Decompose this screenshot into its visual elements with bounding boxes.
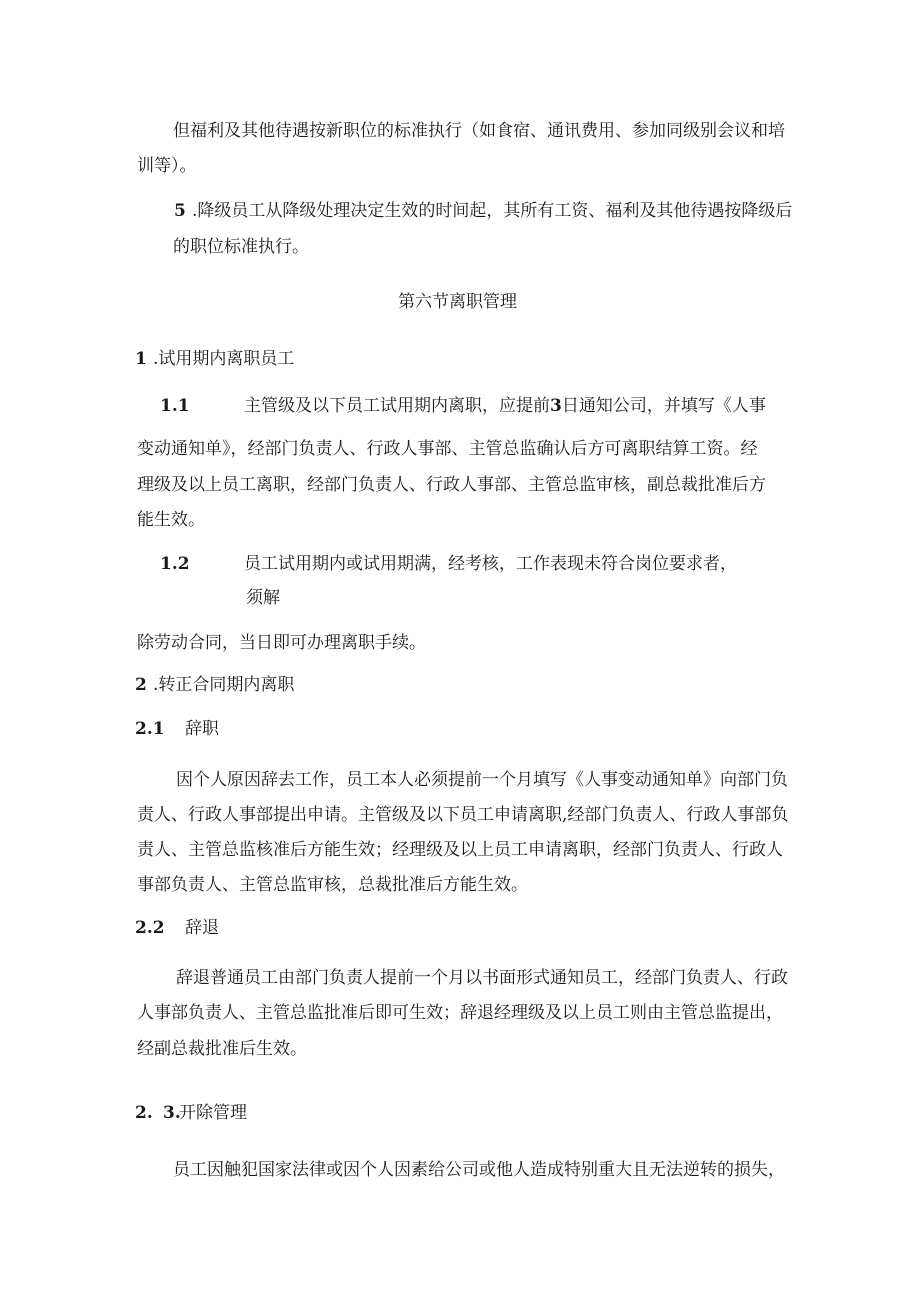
paragraph-line: 须解 — [246, 588, 280, 608]
heading-title: 开除管理 — [179, 1103, 247, 1123]
paragraph-line: 责人、主管总监核准后方能生效；经理级及以上员工申请离职，经部门负责人、行政人 — [137, 840, 783, 860]
paragraph-line: 因个人原因辞去工作，员工本人必须提前一个月填写《人事变动通知单》向部门负 — [176, 770, 788, 790]
item-number: 5 — [174, 201, 186, 221]
paragraph-line: .降级员工从降级处理决定生效的时间起，其所有工资、福利及其他待遇按降级后 — [192, 201, 793, 221]
paragraph-line: 责人、行政人事部提出申请。主管级及以下员工申请离职,经部门负责人、行政人事部负 — [137, 805, 789, 825]
heading-title: .试用期内离职员工 — [153, 349, 295, 369]
subheading-title: 辞退 — [185, 918, 219, 938]
paragraph-line: 经副总裁批准后生效。 — [137, 1039, 307, 1059]
paragraph-line: 理级及以上员工离职，经部门负责人、行政人事部、主管总监审核，副总裁批准后方 — [137, 475, 766, 495]
subheading-number: 1.1 — [160, 396, 190, 416]
paragraph-line: 变动通知单》，经部门负责人、行政人事部、主管总监确认后方可离职结算工资。经 — [137, 439, 758, 459]
paragraph-line: 除劳动合同，当日即可办理离职手续。 — [137, 633, 426, 653]
subheading-number: 2.1 — [135, 719, 165, 739]
heading-title: .转正合同期内离职 — [153, 675, 295, 695]
heading-number: 1 — [135, 349, 147, 369]
paragraph-line: 但福利及其他待遇按新职位的标准执行（如食宿、通讯费用、参加同级别会议和培 — [173, 121, 785, 141]
subheading-number: 2.2 — [135, 918, 165, 938]
paragraph-line: 员工试用期内或试用期满，经考核，工作表现未符合岗位要求者， — [244, 554, 737, 574]
paragraph-line: 的职位标准执行。 — [173, 237, 309, 257]
text-run: 日通知公司，并填写《人事 — [561, 396, 766, 416]
subheading-title: 辞职 — [185, 719, 219, 739]
paragraph-line: 能生效。 — [137, 510, 205, 530]
subheading-number: 1.2 — [160, 554, 190, 574]
paragraph-line: 人事部负责人、主管总监批准后即可生效；辞退经理级及以上员工则由主管总监提出， — [137, 1003, 783, 1023]
paragraph-line — [244, 396, 766, 416]
text-run: 主管级及以下员工试用期内离职，应提前 — [244, 396, 550, 416]
paragraph-line: 辞退普通员工由部门负责人提前一个月以书面形式通知员工，经部门负责人、行政 — [176, 968, 788, 988]
paragraph-line: 训等）。 — [137, 156, 197, 176]
heading-number: 2 — [135, 675, 147, 695]
paragraph-line: 事部负责人、主管总监审核，总裁批准后方能生效。 — [137, 875, 528, 895]
bold-number: 3 — [550, 396, 562, 416]
subheading-number: 3. — [163, 1103, 181, 1123]
paragraph-line: 员工因触犯国家法律或因个人因素给公司或他人造成特别重大且无法逆转的损失， — [173, 1160, 785, 1180]
section-title: 第六节离职管理 — [398, 292, 517, 312]
heading-number: 2. — [135, 1103, 153, 1123]
